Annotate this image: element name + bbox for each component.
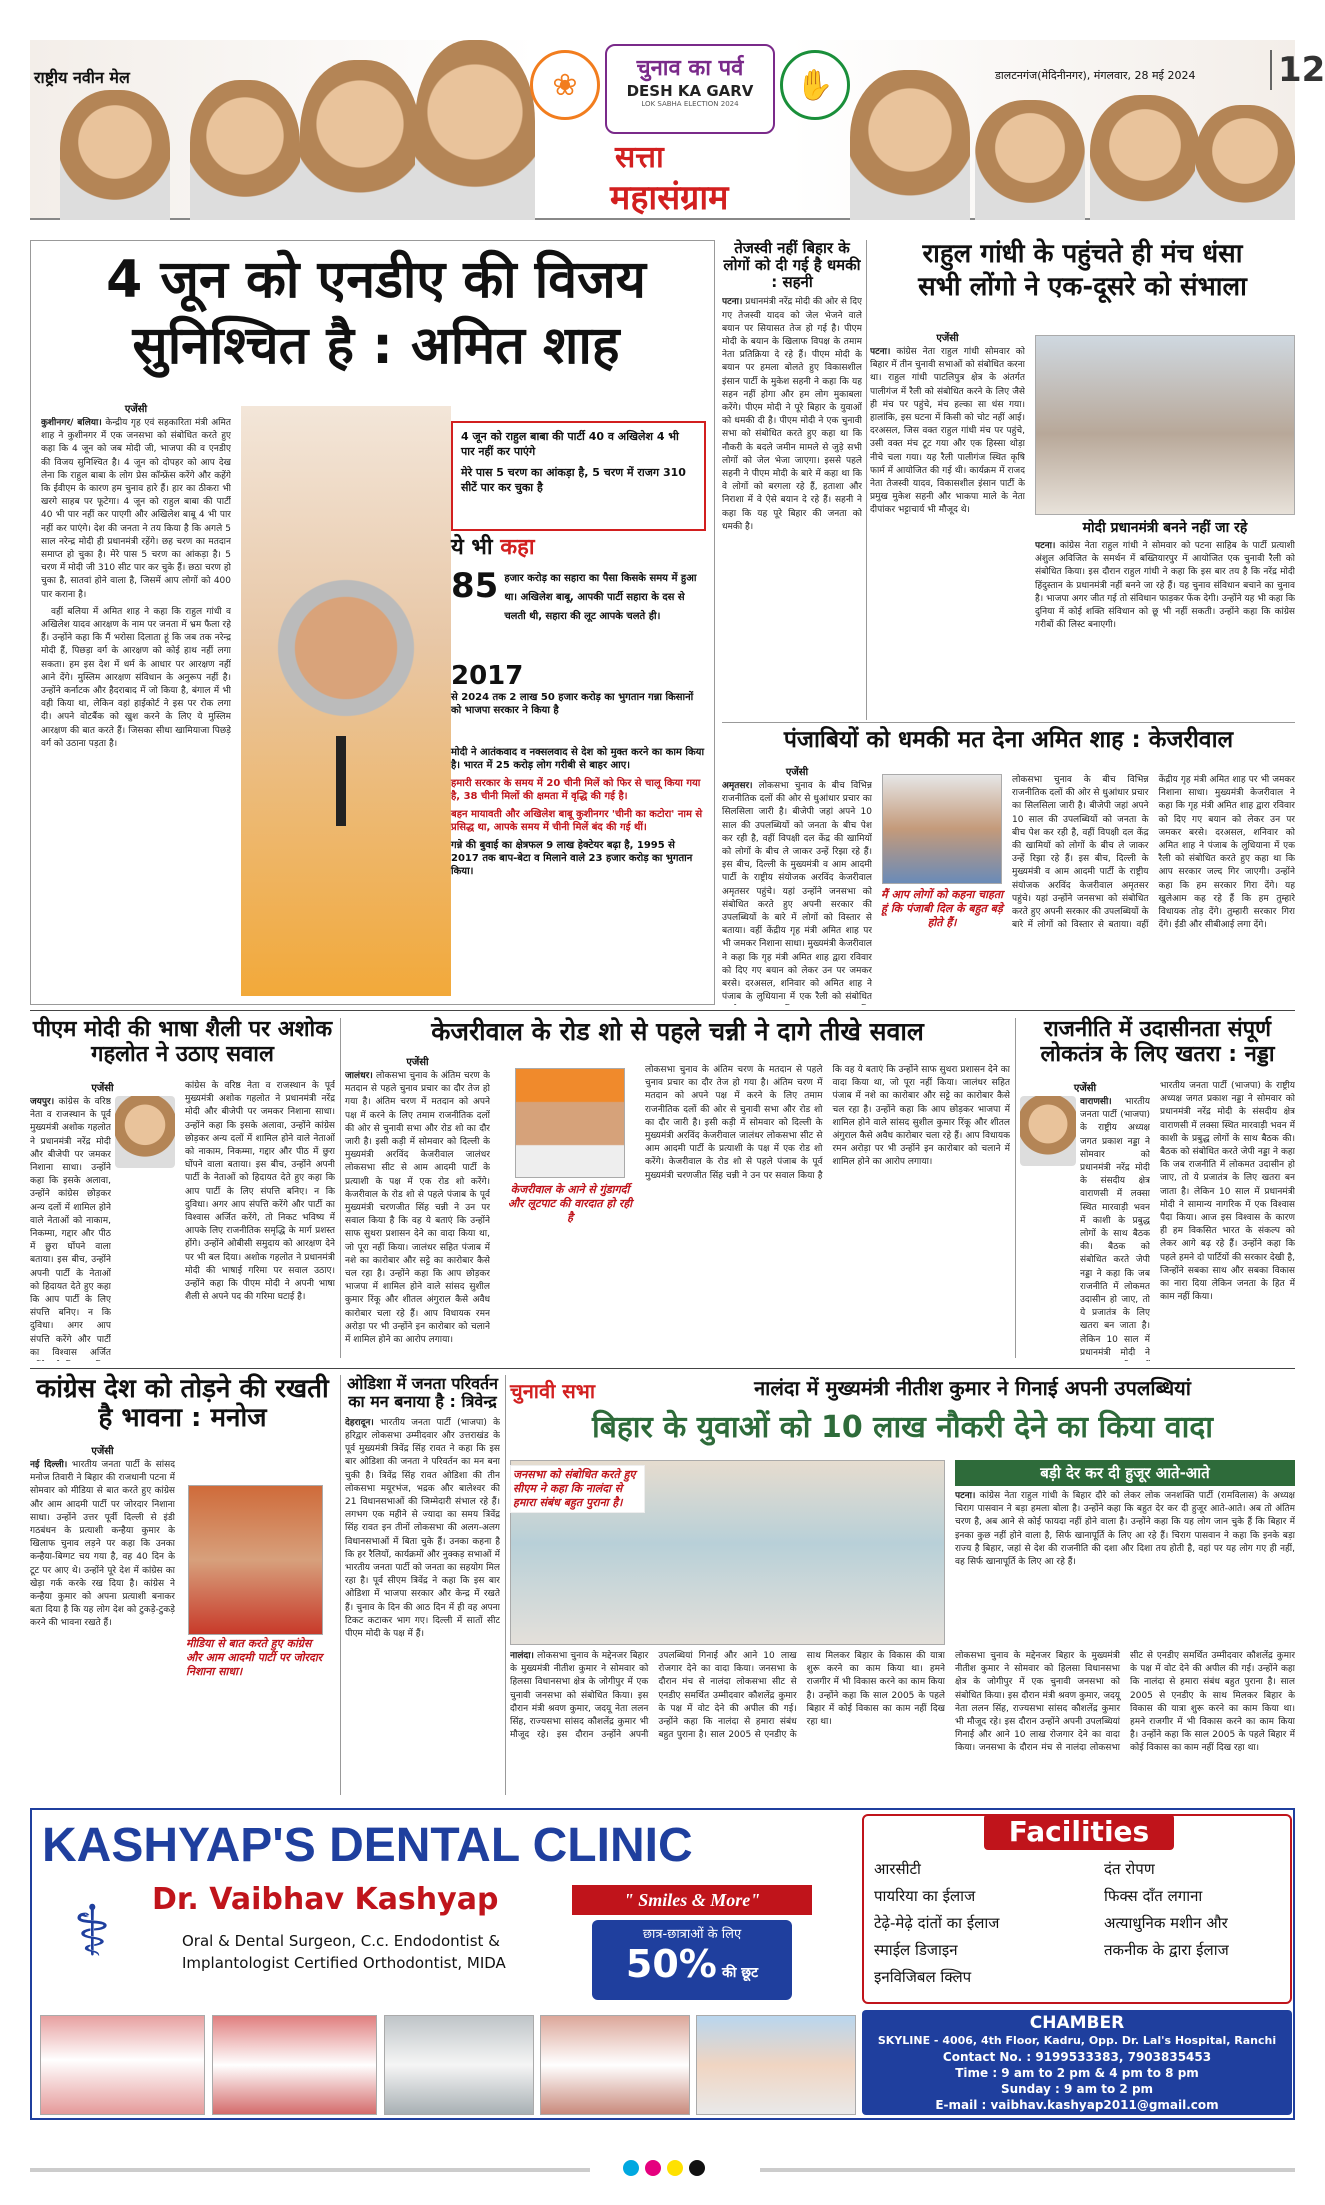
stat2 bbox=[451, 661, 706, 741]
facilities-title: Facilities bbox=[984, 1814, 1174, 1850]
gehlot-byline: एजेंसी bbox=[91, 1083, 114, 1094]
channi-byline: एजेंसी bbox=[406, 1057, 429, 1068]
bjp-logo: ❀ bbox=[530, 50, 600, 120]
politician-photo bbox=[300, 60, 420, 220]
chamber-title: CHAMBER bbox=[1029, 2013, 1125, 2033]
page-number: 12 bbox=[1270, 50, 1325, 90]
nitish-label: चुनावी सभा bbox=[510, 1379, 596, 1403]
banner-line1: सत्ता bbox=[615, 140, 664, 175]
nitish-body2: पटना। कांग्रेस नेता राहुल गांधी के बिहार दौरे को लेकर लोक जनशक्ति पार्टी (रामविलास) के अध्यक्ष चिराग पासवान ने बड़ा हमला बोला है। उन्होंने कहा कि बहुत देर कर दी हुजूर आते-आते। अब तो अंतिम चरण है, अब आने से कोई फायदा नहीं होने वाला है। उन्होंने कहा कि यह लोग जान चुके हैं कि बिहार में इनका कुछ नहीं होने वाला है, सिर्फ खानापूर्ति के लिए आ रहे हैं। चिराग पासवान ने कहा कि इनके बड़ा राज्य है बिहार, जहां से देश की राजनीति की दशा और दिशा तय होती है, वहां पर यह लोग गए ही नहीं, वह सिर्फ खानापूर्ति के लिए आ रहे हैं। bbox=[955, 1491, 1295, 1568]
kejriwal-col1 bbox=[722, 764, 872, 1005]
politician-photo bbox=[975, 100, 1085, 220]
doctor-credentials: Oral & Dental Surgeon, C.c. Endodontist & Implantologist Certified Orthodontist, MIDA bbox=[182, 1932, 506, 1972]
nadda-col1 bbox=[1020, 1080, 1150, 1361]
lead-body: कुशीनगर/ बलिया। केन्द्रीय गृह एवं सहकारिता मंत्री अमित शाह ने कुशीनगर में एक जनसभा को संबोधित करते हुए कहा कि 4 जून को जब मोदी जी, भाजपा की व एनडीए की विजय सुनिश्चित है। 4 जून को दोपहर को आप देख लेना कि राहुल बाबा के लोग प्रेस कॉन्फ्रेंस करेंगे और कहेंगे कि ईवीएम के कारण हम चुनाव हारे हैं। हार का ठीकरा भी खरगे साहब पर फूटेगा। 4 जून को राहुल बाबा की पार्टी 40 भी पार नहीं कर पाएगी और अखिलेश बाबू 4 भी पार नहीं कर पाएंगे। देश की जनता ने तय किया है कि अगले 5 साल नरेन्द्र मोदी ही प्रधानमंत्री रहेंगे। छह चरण का मतदान समाप्त हो चुका है। मेरे पास 5 चरण का आंकड़ा है। 5 चरण में मोदी जी 310 सीट पार कर चुके हैं। छठा चरण हो चुका है, सातवां होने वाला है, जिसमें आप लोगों को 400 पार कराना है। वहीं बलिया में अमित शाह ने कहा कि राहुल गांधी व अखिलेश यादव आरक्षण के नाम पर जनता में भ्रम फैला रहे हैं। उन्होंने कहा कि मैं भरोसा दिलाता हूं कि जब तक नरेन्द्र मोदी हैं, पिछड़ा वर्ग के आरक्षण को कोई हाथ नहीं लगा सकता। हम इस देश में धर्म के आधार पर आरक्षण नहीं आने देंगे। मुस्लिम आरक्षण संविधान के अनुरूप नहीं है। उन्होंने कर्नाटक और हैदराबाद में जो किया है, बंगाल में भी वही किया था, लेकिन वहां हाईकोर्ट ने इस पर रोक लगा दी। अपने वोटबैंक को खुश करने के लिए ये मुस्लिम आरक्षण की बात करते हैं। जिसका सीधा खामियाजा पिछड़े वर्ग को उठाना पड़ता है। bbox=[41, 418, 231, 749]
nadda-body-cont: भारतीय जनता पार्टी (भाजपा) के राष्ट्रीय अध्यक्ष जगत प्रकाश नड्डा ने सोमवार को प्रधानमंत्री नरेंद्र मोदी के संसदीय क्षेत्र वाराणसी में लक्सा स्थित मारवाड़ी भवन में काशी के प्रबुद्ध लोगों के साथ बैठक की। बैठक को संबोधित करते जेपी नड्डा ने कहा कि जब राजनीति में लोकमत उदासीन हो जाए, तो ये प्रजातंत्र के लिए खतरा बन जाता है। लेकिन 10 साल में प्रधानमंत्री मोदी ने सामान्य नागरिक में एक विश्वास पैदा किया। आज इस विश्वास के कारण ही हम विकसित भारत के संकल्प को लेकर आगे बढ़ रहे हैं। उन्होंने कहा कि पहले हमने दो पार्टियों की सरकार देखी है, जिन्होंने सबका साथ और सबका विकास का नारा दिया लेकिन जनता के हित में काम नहीं किया। bbox=[1160, 1081, 1295, 1303]
rahul-photo-caption: मोदी प्रधानमंत्री बनने नहीं जा रहे bbox=[1082, 520, 1248, 536]
nadda-body: वाराणसी। भारतीय जनता पार्टी (भाजपा) के राष्ट्रीय अध्यक्ष जगत प्रकाश नड्डा ने सोमवार को प्रधानमंत्री नरेंद्र मोदी के संसदीय क्षेत्र वाराणसी में लक्सा स्थित मारवाड़ी भवन में काशी के प्रबुद्ध लोगों के साथ बैठक की। बैठक को संबोधित करते जेपी नड्डा ने कहा कि जब राजनीति में लोकमत उदासीन हो जाए, तो ये प्रजातंत्र के लिए खतरा बन जाता है। लेकिन 10 साल में प्रधानमंत्री मोदी ने bbox=[1080, 1097, 1150, 1358]
campaign-sub: DESH KA GARV bbox=[626, 82, 754, 100]
manoj-headline: कांग्रेस देश को तोड़ने की रखती है भावना : मनोज bbox=[36, 1374, 329, 1434]
rahul-body: पटना। कांग्रेस नेता राहुल गांधी सोमवार को बिहार में तीन चुनावी सभाओं को संबोधित करना था। राहुल गांधी पाटलिपुत्र क्षेत्र के अंतर्गत पालीगंज में रैली को संबोधित करने के लिए जैसे ही मंच पर पहुंचे, मंच हल्का सा धंस गया। हालांकि, इस घटना में किसी को चोट नहीं आई। दरअसल, जिस वक्त राहुल गांधी मंच पर पहुंचे, उसी वक्त मंच टूट गया और एक हिस्सा थोड़ा नीचे चला गया। यह रैली पालीगंज स्थित कृषि फार्म में आयोजित की गई थी। कार्यक्रम में राजद नेता तेजस्वी यादव, विकासशील इंसान पार्टी के प्रमुख मुकेश सहनी और भाकपा माले के नेता दीपांकर भट्टाचार्य भी मौजूद थे। bbox=[870, 347, 1025, 516]
channi-photo-caption: केजरीवाल के आने से गुंडागर्दी और लूटपाट की वारदात हो रही है bbox=[505, 1183, 635, 1225]
lead-byline: एजेंसी bbox=[124, 404, 148, 415]
channi-body-cont: लोकसभा चुनाव के अंतिम चरण के मतदान से पहले चुनाव प्रचार का दौर तेज हो गया है। अंतिम चरण में मतदान को अपने पक्ष में करने के लिए तमाम राजनीतिक दलों की ओर से चुनावी सभा और रोड शो का दौर जारी है। इसी कड़ी में सोमवार को दिल्ली के मुख्यमंत्री अरविंद केजरीवाल जालंधर लोकसभा सीट से आम आदमी पार्टी के प्रत्याशी के पक्ष में एक रोड शो करेंगे। केजरीवाल के रोड शो से पहले पंजाब के पूर्व मुख्यमंत्री चरणजीत सिंह चन्नी ने उन पर सवाल किया है कि वह ये बताएं कि उन्होंने साफ सुथरा प्रशासन देने का वादा किया था, जो पूरा नहीं किया। जालंधर सहित पंजाब में नशे का कारोबार और सट्टे का कारोबार कैसे चल रहा है। उन्होंने कहा कि आप छोड़कर भाजपा में शामिल होने वाले सांसद सुशील कुमार रिंकू और शीतल अंगुराल कैसे अवैध कारोबार चला रहे हैं। आप विधायक रमन अरोड़ा पर भी उन्होंने इन कारोबार को चलाने में शामिल होने का आरोप लगाया। bbox=[645, 1065, 1010, 1181]
kejriwal-body: अमृतसर। लोकसभा चुनाव के बीच विभिन्न राजनीतिक दलों की ओर से धुआंधार प्रचार का सिलसिला जारी है। बीजेपी जहां अपने 10 साल की उपलब्धियों को जनता के बीच पेश कर रही है, वहीं विपक्षी दल केंद्र की खामियों को लोगों के बीच ले जाकर उन्हें रिझा रहे हैं। इस बीच, दिल्ली के मुख्यमंत्री व आम आदमी पार्टी के राष्ट्रीय संयोजक अरविंद केजरीवाल अमृतसर पहुंचे। यहां उन्होंने जनसभा को संबोधित करते हुए अपनी सरकार की उपलब्धियों के बारे में लोगों को विस्तार से बताया। वहीं केंद्रीय गृह मंत्री अमित शाह पर भी जमकर निशाना साधा। मुख्यमंत्री केजरीवाल ने कहा कि गृह मंत्री अमित शाह द्वारा रविवार को दिए गए बयान को लेकर उन पर जमकर बरसे। दरअसल, शनिवार को अमित शाह ने पंजाब के लुधियाना में एक रैली को संबोधित bbox=[722, 781, 872, 1003]
nadda-byline: एजेंसी bbox=[1073, 1083, 1097, 1094]
nitish-body-wrap bbox=[510, 1650, 945, 1795]
campaign-title: चुनाव का पर्व bbox=[636, 56, 744, 81]
stat1 bbox=[451, 566, 706, 656]
rahul-body-col bbox=[870, 330, 1025, 621]
dental-photo bbox=[40, 2015, 205, 2115]
facilities-box bbox=[862, 1814, 1292, 2004]
channi-photo bbox=[515, 1068, 625, 1178]
banner-line2: महासंग्राम bbox=[610, 178, 729, 218]
lead-notes bbox=[451, 746, 706, 996]
amit-shah-face bbox=[276, 576, 416, 736]
campaign-logo bbox=[605, 44, 775, 134]
rahul-byline: एजेंसी bbox=[936, 333, 959, 344]
kejriwal-body-cont: लोकसभा चुनाव के बीच विभिन्न राजनीतिक दलों की ओर से धुआंधार प्रचार का सिलसिला जारी है। बीजेपी जहां अपने 10 साल की उपलब्धियों को जनता के बीच पेश कर रही है, वहीं विपक्षी दल केंद्र की खामियों को लोगों के बीच ले जाकर उन्हें रिझा रहे हैं। इस बीच, दिल्ली के मुख्यमंत्री व आम आदमी पार्टी के राष्ट्रीय संयोजक अरविंद केजरीवाल अमृतसर पहुंचे। यहां उन्होंने जनसभा को संबोधित करते हुए अपनी सरकार की उपलब्धियों के बारे में लोगों को विस्तार से बताया। वहीं केंद्रीय गृह मंत्री अमित शाह पर भी जमकर निशाना साधा। मुख्यमंत्री केजरीवाल ने कहा कि गृह मंत्री अमित शाह द्वारा रविवार को दिए गए बयान को लेकर उन पर जमकर बरसे। दरअसल, शनिवार को अमित शाह ने पंजाब के लुधियाना में एक रैली को संबोधित करते हुए कहा था कि आप सरकार जल्द गिर जाएगी। उन्होंने कहा कि हम सरकार गिरा देंगे। यह खुलेआम कह रहे हैं कि हम तुम्हारे विधायक तोड़ देंगे। तुम्हारी सरकार गिरा देंगे। ईडी और सीबीआई लगा देंगे। bbox=[1012, 775, 1295, 931]
nitish-headline-top: नालंदा में मुख्यमंत्री नीतीश कुमार ने गिनाई अपनी उपलब्धियां bbox=[754, 1376, 1191, 1400]
callout-item: मेरे पास 5 चरण का आंकड़ा है, 5 चरण में राजग 310 सीटें पार कर चुका है bbox=[461, 466, 686, 494]
rahul-story bbox=[870, 240, 1295, 720]
odisha-body: देहरादून। भारतीय जनता पार्टी (भाजपा) के हरिद्वार लोकसभा उम्मीदवार और उत्तराखंड के पूर्व मुख्यमंत्री त्रिवेंद्र सिंह रावत ने कहा कि इस बार ओडिशा की जनता ने परिवर्तन का मन बना चुकी है। त्रिवेंद्र सिंह रावत ओडिशा की तीन लोकसभा मयूरभंज, भद्रक और बालेश्वर की 21 विधानसभाओं की जिम्मेदारी संभाल रहे हैं। लगभग एक महीने से ज्यादा का समय त्रिवेंद्र सिंह रावत इन तीनों लोकसभा की अलग-अलग विधानसभाओं में बिता चुके हैं। उनका कहना है कि हर रैलियों, कार्यक्रमों और नुक्कड़ सभाओं में भारतीय जनता पार्टी को जनता का सहयोग मिल रहा है। पूर्व सीएम त्रिवेंद्र ने कहा कि इस बार ओडिशा में भाजपा सरकार और केन्द्र में रखते हैं। चुनाव के दिन की आठ दिन में ही वह अपना टिकट कटाकर भाग गए। दिल्ली में सातों सीट पीएम मोदी के पक्ष में हैं। bbox=[345, 1417, 500, 1640]
ad-tagline: " Smiles & More" bbox=[572, 1885, 812, 1915]
odisha-headline: ओडिशा में जनता परिवर्तन का मन बनाया है : त्रिवेन्द्र bbox=[346, 1374, 499, 1411]
note-item: बहन मायावती और अखिलेश बाबू कुशीनगर 'चीनी का कटोरा' नाम से प्रसिद्ध था, आपके समय में चीनी मिलें बंद की गई थीं। bbox=[451, 809, 703, 833]
note-item: मोदी ने आतंकवाद व नक्सलवाद से देश को मुक्त करने का काम किया है। भारत में 25 करोड़ लोग गरीबी से बाहर आए। bbox=[451, 747, 705, 771]
nadda-story bbox=[1020, 1018, 1295, 1363]
manoj-photo-caption: मीडिया से बात करते हुए कांग्रेस और आम आदमी पार्टी पर जोरदार निशाना साधा। bbox=[186, 1637, 326, 1679]
nitish-story bbox=[510, 1375, 1295, 1800]
color-registration-bar bbox=[620, 2160, 740, 2180]
stat2-text: से 2024 तक 2 लाख 50 हजार करोड़ का भुगतान गन्ना किसानों को भाजपा सरकार ने किया है bbox=[451, 692, 694, 716]
column-rule bbox=[866, 240, 867, 720]
dental-photo bbox=[696, 2015, 856, 2115]
nitish-headline-main: बिहार के युवाओं को 10 लाख नौकरी देने का किया वादा bbox=[591, 1410, 1214, 1445]
nitish-body2-cont: लोकसभा चुनाव के मद्देनजर बिहार के मुख्यमंत्री नीतीश कुमार ने सोमवार को हिलसा विधानसभा क्षेत्र के जोगीपुर में एक चुनावी जनसभा को संबोधित किया। इस दौरान मंत्री श्रवण कुमार, जदयू नेता ललन सिंह, राज्यसभा सांसद कौशलेंद्र कुमार भी मौजूद रहे। इस दौरान उन्होंने अपनी उपलब्धियां गिनाई और आने 10 लाख रोजगार देने का वादा किया। जनसभा के दौरान मंच से नालंदा लोकसभा सीट से एनडीए समर्थित उम्मीदवार कौशलेंद्र कुमार के पक्ष में वोट देने की अपील की गई। उन्होंने कहा कि नालंदा से हमारा संबंध बहुत पुराना है। साल 2005 से एनडीए के साथ मिलकर बिहार के विकास की यात्रा शुरू करने का काम किया था। हमने राजगीर में भी विकास करने का काम किया है। उन्होंने कहा कि साल 2005 के पहले बिहार में कोई विकास का काम नहीं दिख रहा था। bbox=[955, 1651, 1295, 1754]
lead-body-col bbox=[41, 401, 231, 996]
kejriwal-photo-caption: मैं आप लोगों को कहना चाहता हूं कि पंजाबी दिल के बहुत बड़े होते हैं। bbox=[881, 888, 1003, 929]
column-rule bbox=[340, 1375, 341, 1795]
politician-photo bbox=[1195, 105, 1295, 220]
chamber-line: Sunday : 9 am to 2 pm bbox=[1000, 2082, 1154, 2096]
channi-headline: केजरीवाल के रोड शो से पहले चन्नी ने दागे तीखे सवाल bbox=[431, 1017, 924, 1046]
channi-story bbox=[345, 1018, 1010, 1363]
stat1-num: 85 bbox=[451, 566, 499, 606]
section-rule bbox=[30, 1010, 1295, 1011]
politician-photo bbox=[415, 40, 535, 220]
lead-callout-box bbox=[451, 421, 706, 531]
section-rule bbox=[30, 1368, 1295, 1369]
dental-photo bbox=[384, 2015, 534, 2115]
campaign-sub2: LOK SABHA ELECTION 2024 bbox=[641, 100, 739, 108]
doctor-name: Dr. Vaibhav Kashyap bbox=[152, 1882, 499, 1917]
column-rule bbox=[505, 1375, 506, 1795]
microphone bbox=[336, 736, 346, 826]
manoj-story bbox=[30, 1375, 335, 1800]
date-line: डालटनगंज(मेदिनीनगर), मंगलवार, 28 मई 2024 bbox=[995, 69, 1196, 82]
clinic-name: KASHYAP'S DENTAL CLINIC bbox=[42, 1819, 693, 1872]
nitish-photo-caption: जनसभा को संबोधित करते हुए सीएम ने कहा कि नालंदा से हमारा संबंध बहुत पुराना है। bbox=[510, 1465, 645, 1513]
kejriwal-headline: पंजाबियों को धमकी मत देना अमित शाह : केजरीवाल bbox=[783, 727, 1234, 753]
gehlot-body: जयपुर। कांग्रेस के वरिष्ठ नेता व राजस्थान के पूर्व मुख्यमंत्री अशोक गहलोत ने प्रधानमंत्री नरेंद्र मोदी और बीजेपी पर जमकर निशाना साधा। उन्होंने कहा कि इसके अलावा, उन्होंने कांग्रेस छोड़कर अन्य दलों में शामिल होने वाले नेताओं को नाकाम, निकम्मा, गद्दार और पीठ में छुरा घोंपने वाला बताया। इस बीच, उन्होंने अपनी पार्टी के नेताओं को हिदायत देते हुए कहा कि आप पार्टी के लिए संपत्ति बनिए। न कि दुविधा। अगर आप संपत्ति करेंगे और पार्टी का विश्वास अर्जित bbox=[30, 1097, 111, 1358]
stat1-text: हजार करोड़ का सहारा का पैसा किसके समय में हुआ था। अखिलेश बाबू, आपकी पार्टी सहारा के दस से चलती थी, सहारा की लूट आपके चलते ही। bbox=[504, 573, 697, 622]
facilities-right: दंत रोपण फिक्स दाँत लगाना अत्याधुनिक मशीन और तकनीक के द्वारा ईलाज bbox=[1104, 1860, 1229, 1959]
chamber-line: E-mail : vaibhav.kashyap2011@gmail.com bbox=[935, 2098, 1219, 2112]
column-rule bbox=[1015, 1018, 1016, 1358]
kejriwal-story bbox=[722, 728, 1295, 1006]
amit-shah-photo bbox=[241, 406, 451, 996]
registration-rule bbox=[30, 2168, 590, 2172]
manoj-col1 bbox=[30, 1443, 175, 1804]
kejriwal-byline: एजेंसी bbox=[785, 767, 809, 778]
tejashwi-body: पटना। प्रधानमंत्री नरेंद्र मोदी की ओर से दिए गए तेजस्वी यादव को जेल भेजने वाले बयान पर सियासत तेज हो गई है। पीएम मोदी के बयान के खिलाफ विपक्ष के तमाम नेता प्रतिक्रिया दे रहे हैं। पीएम मोदी के बयान पर हमला बोलते हुए विकासशील इंसान पार्टी के मुकेश सहनी ने कहा कि यह सहन नहीं होगा और हम लोग मुकाबला करेंगे। पीएम मोदी ने पूरे बिहार के युवाओं को धमकी दी है। पीएम मोदी ने एक चुनावी सभा को संबोधित करते हुए कहा था कि नौकरी के बदले जमीन मामले से जुड़े सभी लोगों को जेल भेजा जाएगा। इससे पहले सहनी ने पीएम मोदी के बारे में कहा था कि वे लोगों को बरगला रहे हैं, हताशा और निराशा में वे ऐसे बयान दे रहे हैं। सहनी ने कहा कि यह पूरे बिहार की जनता को धमकी है। bbox=[722, 297, 862, 532]
gehlot-col1 bbox=[30, 1080, 175, 1361]
chamber-line: Contact No. : 9199533383, 7903835453 bbox=[942, 2050, 1212, 2064]
channi-col1 bbox=[345, 1054, 490, 1360]
chamber-line: SKYLINE - 4006, 4th Floor, Kadru, Opp. Dr. Lal's Hospital, Ranchi bbox=[877, 2034, 1277, 2047]
politician-photo bbox=[850, 70, 970, 220]
paper-name: राष्ट्रीय नवीन मेल bbox=[34, 68, 130, 87]
column-rule bbox=[340, 1018, 341, 1358]
caduceus-icon: ⚕ bbox=[73, 1890, 111, 1972]
stat2-num: 2017 bbox=[451, 661, 524, 691]
rahul-headline: राहुल गांधी के पहुंचते ही मंच धंसा सभी लोंगो ने एक-दूसरे को संभाला bbox=[918, 239, 1247, 303]
lead-story bbox=[30, 240, 715, 1005]
kejriwal-photo bbox=[882, 774, 1002, 884]
registration-rule bbox=[760, 2168, 1295, 2172]
politician-photo bbox=[60, 90, 170, 220]
ye-bhi-heading: ये भी कहा bbox=[451, 535, 535, 560]
nitish-body: नालंदा। लोकसभा चुनाव के मद्देनजर बिहार के मुख्यमंत्री नीतीश कुमार ने सोमवार को हिलसा विधानसभा क्षेत्र के जोगीपुर में एक चुनावी जनसभा को संबोधित किया। इस दौरान मंत्री श्रवण कुमार, जदयू नेता ललन सिंह, राज्यसभा सांसद कौशलेंद्र कुमार भी मौजूद रहे। इस दौरान उन्होंने अपनी उपलब्धियां गिनाई और आने 10 लाख रोजगार देने का वादा किया। जनसभा के दौरान मंच से नालंदा लोकसभा सीट से एनडीए समर्थित उम्मीदवार कौशलेंद्र कुमार के पक्ष में वोट देने की अपील की गई। उन्होंने कहा कि नालंदा से हमारा संबंध बहुत पुराना है। साल 2005 से एनडीए के साथ मिलकर बिहार के विकास की यात्रा शुरू करने का काम किया था। हमने राजगीर में भी विकास करने का काम किया है। उन्होंने कहा कि साल 2005 के पहले बिहार में कोई विकास का काम नहीं दिख रहा था। bbox=[510, 1651, 945, 1741]
manoj-byline: एजेंसी bbox=[91, 1446, 114, 1457]
dental-photo bbox=[540, 2015, 690, 2115]
lead-headline: 4 जून को एनडीए की विजय सुनिश्चित है : अमित शाह bbox=[106, 250, 646, 377]
gehlot-headline: पीएम मोदी की भाषा शैली पर अशोक गहलोत ने उठाए सवाल bbox=[32, 1017, 333, 1067]
callout-item: 4 जून को राहुल बाबा की पार्टी 40 व अखिलेश 4 भी पार नहीं कर पाएंगे bbox=[461, 430, 679, 458]
note-item: गन्ने की बुवाई का क्षेत्रफल 9 लाख हेक्टेयर बढ़ा है, 1995 से 2017 तक बाप-बेटा व मिलाने वाले 23 हजार करोड़ का भुगतान किया। bbox=[451, 840, 693, 877]
congress-logo: ✋ bbox=[780, 50, 850, 120]
tejashwi-story bbox=[722, 240, 862, 720]
politician-photo bbox=[1090, 95, 1200, 220]
dental-clinic-ad bbox=[30, 1808, 1295, 2120]
politician-photo bbox=[190, 80, 300, 220]
gehlot-photo bbox=[115, 1096, 175, 1168]
manoj-photo bbox=[188, 1485, 323, 1635]
manoj-body: नई दिल्ली। भारतीय जनता पार्टी के सांसद मनोज तिवारी ने बिहार की राजधानी पटना में सोमवार को मीडिया से बात करते हुए कांग्रेस और आम आदमी पार्टी पर जोरदार निशाना साधा। उन्होंने उत्तर पूर्वी दिल्ली से इंडी गठबंधन के प्रत्याशी कन्हैया कुमार के खिलाफ चुनाव लड़ने पर कहा कि उनका कन्हैया-बिग्गट चय गया है, वह 40 दिन के टूट पर आए थे। उन्होंने पूरे देश में कांग्रेस का खेड़ा गर्क करके रख दिया है। कांग्रेस ने कन्हैया कुमार को अपना प्रत्याशी बनाकर बता दिया है कि यह लोग देश को टुकड़े-टुकड़े करने की भावना रखते हैं। bbox=[30, 1460, 175, 1629]
nitish-subhead: बड़ी देर कर दी हुजूर आते-आते bbox=[955, 1460, 1295, 1486]
masthead bbox=[30, 40, 1325, 220]
rahul-body2: पटना। कांग्रेस नेता राहुल गांधी ने सोमवार को पटना साहिब के पार्टी प्रत्याशी अंशुल अविजित के समर्थन में बख्तियारपुर में आयोजित एक चुनावी रैली को संबोधित किया। इस दौरान राहुल गांधी ने कहा कि इस बार तय है कि नरेंद्र मोदी हिंदुस्तान के प्रधानमंत्री नहीं बनने जा रहे हैं। यह चुनाव संविधान बचाने का चुनाव है। भाजपा अगर जीत गई तो संविधान फाड़कर फेंक देगी। उन्होंने यह भी कहा कि दुनिया में कोई शक्ति संविधान को छू भी नहीं सकती। उन्होंने कहा कि कांग्रेस गरीबों की लिस्ट बनाएगी। bbox=[1035, 541, 1295, 631]
rahul-stage-photo bbox=[1035, 335, 1295, 515]
gehlot-body-cont: कांग्रेस के वरिष्ठ नेता व राजस्थान के पूर्व मुख्यमंत्री अशोक गहलोत ने प्रधानमंत्री नरेंद्र मोदी और बीजेपी पर जमकर निशाना साधा। उन्होंने कहा कि इसके अलावा, उन्होंने कांग्रेस छोड़कर अन्य दलों में शामिल होने वाले नेताओं को नाकाम, निकम्मा, गद्दार और पीठ में छुरा घोंपने वाला बताया। इस बीच, उन्होंने अपनी पार्टी के नेताओं को हिदायत देते हुए कहा कि आप पार्टी के लिए संपत्ति बनिए। न कि दुविधा। अगर आप संपत्ति करेंगे और पार्टी का विश्वास अर्जित करेंगे, तो निकट भविष्य में आपके लिए राजनीतिक समृद्धि के मार्ग प्रशस्त होंगे। उन्होंने ओबीसी समुदाय को आरक्षण देने पर भी बल दिया। अशोक गहलोत ने प्रधानमंत्री मोदी की भाषाई गरिमा पर सवाल उठाए। उन्होंने कहा कि पीएम मोदी ने अपनी भाषा शैली से अपने पद की गरिमा घटाई है। bbox=[185, 1081, 335, 1303]
facilities-left: आरसीटी पायरिया का ईलाज टेढ़े-मेढ़े दांतों का ईलाज स्माईल डिजाइन इनविजिबल क्लिप bbox=[874, 1860, 1000, 1986]
nadda-headline: राजनीति में उदासीनता संपूर्ण लोकतंत्र के लिए खतरा : नड्डा bbox=[1040, 1017, 1275, 1067]
odisha-story bbox=[345, 1375, 500, 1800]
channi-body: जालंधर। लोकसभा चुनाव के अंतिम चरण के मतदान से पहले चुनाव प्रचार का दौर तेज हो गया है। अंतिम चरण में मतदान को अपने पक्ष में करने के लिए तमाम राजनीतिक दलों की ओर से चुनावी सभा और रोड शो का दौर जारी है। इसी कड़ी में सोमवार को दिल्ली के मुख्यमंत्री अरविंद केजरीवाल जालंधर लोकसभा सीट से आम आदमी पार्टी के प्रत्याशी के पक्ष में एक रोड शो करेंगे। केजरीवाल के रोड शो से पहले पंजाब के पूर्व मुख्यमंत्री चरणजीत सिंह चन्नी ने उन पर सवाल किया है कि वह ये बताएं कि उन्होंने साफ सुथरा प्रशासन देने का वादा किया था, जो पूरा नहीं किया। जालंधर सहित पंजाब में नशे का कारोबार और सट्टे का कारोबार कैसे चल रहा है। उन्होंने कहा कि आप छोड़कर भाजपा में शामिल होने वाले सांसद सुशील कुमार रिंकू और शीतल अंगुराल कैसे अवैध कारोबार चला रहे हैं। आप विधायक रमन अरोड़ा पर भी उन्होंने इन कारोबार को चलाने में शामिल होने का आरोप लगाया। bbox=[345, 1071, 490, 1346]
note-item: हमारी सरकार के समय में 20 चीनी मिलें को फिर से चालू किया गया है, 38 चीनी मिलों की क्षमता में वृद्धि की गई है। bbox=[451, 778, 701, 802]
tejashwi-headline: तेजस्वी नहीं बिहार के लोगों को दी गई है धमकी : सहनी bbox=[723, 239, 861, 291]
section-rule bbox=[722, 722, 1295, 723]
chamber-box bbox=[862, 2010, 1292, 2115]
dental-photo bbox=[212, 2015, 377, 2115]
nadda-photo bbox=[1020, 1096, 1076, 1166]
gehlot-story bbox=[30, 1018, 335, 1363]
chamber-line: Time : 9 am to 2 pm & 4 pm to 8 pm bbox=[955, 2066, 1199, 2080]
discount-badge: छात्र-छात्राओं के लिए 50% की छूट bbox=[592, 1920, 792, 2000]
